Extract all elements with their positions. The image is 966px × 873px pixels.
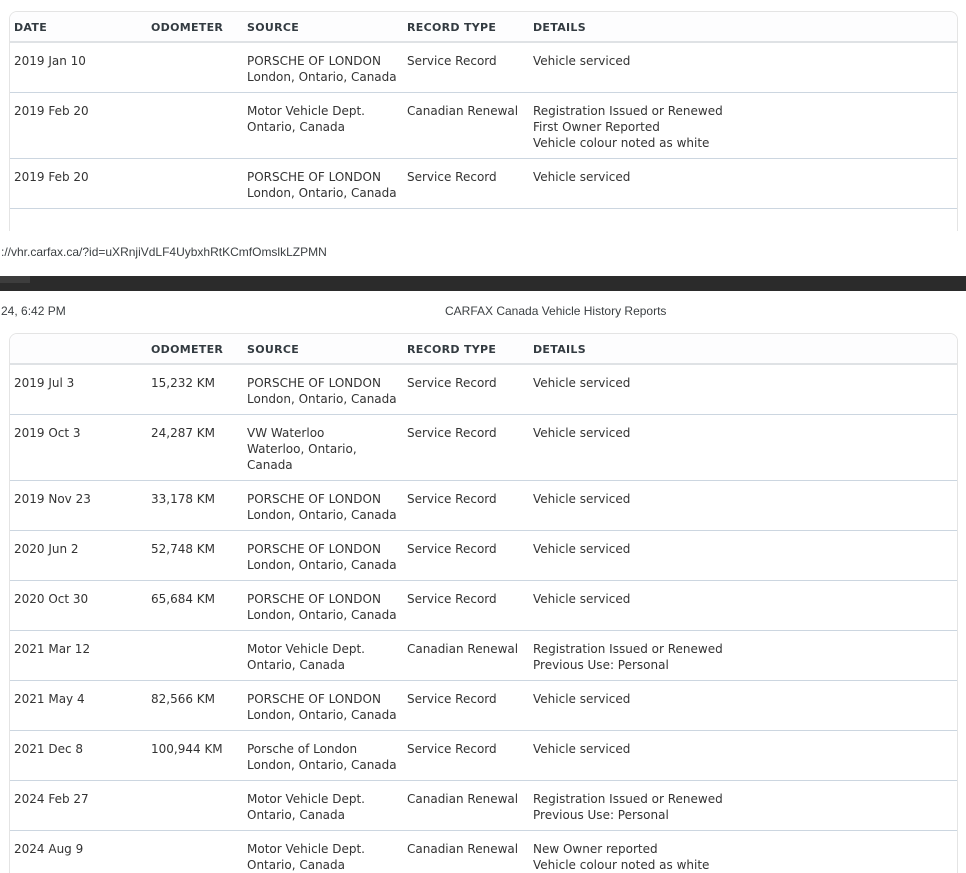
column-header-odometer: ODOMETER — [147, 12, 243, 42]
source-name: PORSCHE OF LONDON — [247, 492, 381, 506]
record-details — [529, 731, 957, 781]
table-row — [10, 781, 957, 831]
details-line: Registration Issued or Renewed — [533, 104, 723, 118]
record-source — [243, 731, 403, 781]
table-header-row — [10, 12, 957, 42]
record-date: 2021 May 4 — [10, 681, 147, 731]
table-row — [10, 731, 957, 781]
record-date: 2021 Dec 8 — [10, 731, 147, 781]
record-type: Service Record — [403, 159, 529, 209]
details-line: Previous Use: Personal — [533, 658, 669, 672]
record-details — [529, 681, 957, 731]
record-odometer: 52,748 KM — [147, 531, 243, 581]
page-cut-empty-row — [10, 209, 957, 231]
source-name: PORSCHE OF LONDON — [247, 542, 381, 556]
record-odometer: 100,944 KM — [147, 731, 243, 781]
vehicle-history-table-page-1 — [9, 11, 958, 231]
column-header-source: SOURCE — [243, 12, 403, 42]
source-location: London, Ontario, Canada — [247, 508, 397, 522]
record-date: 2019 Oct 3 — [10, 415, 147, 481]
table-row — [10, 415, 957, 481]
record-type: Service Record — [403, 531, 529, 581]
record-details — [529, 581, 957, 631]
table-row — [10, 364, 957, 415]
record-details — [529, 93, 957, 159]
record-type: Service Record — [407, 54, 497, 68]
source-name: PORSCHE OF LONDON — [247, 692, 381, 706]
record-odometer: 65,684 KM — [147, 581, 243, 631]
column-header-record-type: RECORD TYPE — [403, 12, 529, 42]
record-odometer: 33,178 KM — [147, 481, 243, 531]
record-type: Service Record — [407, 376, 497, 390]
record-type: Service Record — [403, 415, 529, 481]
record-details — [529, 781, 957, 831]
print-header-title: CARFAX Canada Vehicle History Reports — [445, 304, 667, 318]
details-line: Vehicle serviced — [533, 54, 631, 68]
record-type: Service Record — [403, 581, 529, 631]
record-type: Service Record — [403, 731, 529, 781]
source-name: Motor Vehicle Dept. — [247, 104, 365, 118]
source-name: PORSCHE OF LONDON — [247, 376, 381, 390]
source-location: Ontario, Canada — [247, 808, 346, 822]
record-source — [243, 364, 403, 415]
page-break-bar — [0, 276, 966, 291]
record-type: Canadian Renewal — [403, 831, 529, 873]
vehicle-history-table-page-2 — [9, 333, 958, 873]
table-row — [10, 631, 957, 681]
source-location: Ontario, Canada — [247, 120, 346, 134]
details-line: New Owner reported — [533, 842, 658, 856]
details-line: Vehicle serviced — [533, 492, 631, 506]
record-type: Service Record — [403, 481, 529, 531]
record-details — [529, 42, 957, 93]
record-date: 2020 Jun 2 — [10, 531, 147, 581]
record-details — [529, 531, 957, 581]
page-cut-space — [10, 209, 957, 231]
source-name: Porsche of London — [247, 742, 358, 756]
details-line: Previous Use: Personal — [533, 808, 669, 822]
record-details — [529, 364, 957, 415]
details-line: Registration Issued or Renewed — [533, 642, 723, 656]
record-source — [243, 581, 403, 631]
source-location: London, Ontario, Canada — [247, 608, 397, 622]
source-name: PORSCHE OF LONDON — [247, 54, 381, 68]
page-break-bar-corner — [0, 276, 30, 283]
details-line: Vehicle serviced — [533, 376, 631, 390]
record-odometer — [147, 93, 243, 159]
column-header-date — [10, 334, 147, 364]
record-odometer — [147, 631, 243, 681]
details-line: First Owner Reported — [533, 120, 660, 134]
source-name: Motor Vehicle Dept. — [247, 642, 365, 656]
record-date: 2021 Mar 12 — [10, 631, 147, 681]
table-row — [10, 93, 957, 159]
record-type: Canadian Renewal — [403, 631, 529, 681]
table-row — [10, 481, 957, 531]
table-row — [10, 159, 957, 209]
column-header-odometer: ODOMETER — [147, 334, 243, 364]
source-location: London, Ontario, Canada — [247, 558, 397, 572]
record-source — [243, 42, 403, 93]
print-footer-url: ://vhr.carfax.ca/?id=uXRnjiVdLF4UybxhRtKCmfOmslkLZPMN — [1, 245, 327, 259]
table-row — [10, 581, 957, 631]
records-table — [10, 334, 957, 873]
record-details — [529, 631, 957, 681]
details-line: Registration Issued or Renewed — [533, 792, 723, 806]
source-name: Motor Vehicle Dept. — [247, 792, 365, 806]
records-table — [10, 12, 957, 230]
column-header-details: DETAILS — [529, 12, 957, 42]
source-location: London, Ontario, Canada — [247, 758, 397, 772]
details-line: Vehicle colour noted as white — [533, 136, 710, 150]
record-type: Service Record — [403, 681, 529, 731]
record-odometer: 24,287 KM — [147, 415, 243, 481]
table-row — [10, 42, 957, 93]
source-location: London, Ontario, Canada — [247, 70, 397, 84]
record-date: 2024 Aug 9 — [10, 831, 147, 873]
record-details — [529, 481, 957, 531]
source-location: Ontario, Canada — [247, 858, 346, 872]
record-date: 2024 Feb 27 — [10, 781, 147, 831]
record-source — [243, 631, 403, 681]
table-header-row — [10, 334, 957, 364]
record-odometer: 15,232 KM — [151, 376, 216, 390]
column-header-details: DETAILS — [529, 334, 957, 364]
table-row — [10, 531, 957, 581]
column-header-date: DATE — [10, 12, 147, 42]
record-date: 2019 Jul 3 — [14, 376, 75, 390]
record-odometer — [147, 42, 243, 93]
source-name: PORSCHE OF LONDON — [247, 592, 381, 606]
record-source — [243, 681, 403, 731]
source-name: PORSCHE OF LONDON — [247, 170, 381, 184]
source-location: Ontario, Canada — [247, 658, 346, 672]
record-date: 2020 Oct 30 — [10, 581, 147, 631]
details-line: Vehicle serviced — [533, 692, 631, 706]
source-location: London, Ontario, Canada — [247, 186, 397, 200]
details-line: Vehicle serviced — [533, 742, 631, 756]
details-line: Vehicle serviced — [533, 426, 631, 440]
record-source — [243, 415, 403, 481]
source-name: Motor Vehicle Dept. — [247, 842, 365, 856]
record-date: 2019 Feb 20 — [10, 93, 147, 159]
table-row — [10, 681, 957, 731]
source-location: London, Ontario, Canada — [247, 708, 397, 722]
record-date: 2019 Jan 10 — [14, 54, 86, 68]
record-details — [529, 159, 957, 209]
record-type: Canadian Renewal — [403, 781, 529, 831]
record-odometer — [147, 831, 243, 873]
print-header-timestamp: 24, 6:42 PM — [1, 304, 66, 318]
record-odometer — [147, 781, 243, 831]
details-line: Vehicle serviced — [533, 170, 631, 184]
record-odometer — [147, 159, 243, 209]
record-type: Canadian Renewal — [403, 93, 529, 159]
details-line: Vehicle serviced — [533, 542, 631, 556]
column-header-record-type: RECORD TYPE — [403, 334, 529, 364]
record-source — [243, 831, 403, 873]
record-source — [243, 531, 403, 581]
record-details — [529, 831, 957, 873]
record-odometer: 82,566 KM — [147, 681, 243, 731]
column-header-source: SOURCE — [243, 334, 403, 364]
details-line: Vehicle colour noted as white — [533, 858, 710, 872]
details-line: Vehicle serviced — [533, 592, 631, 606]
source-location: Waterloo, Ontario, Canada — [247, 442, 357, 472]
source-name: VW Waterloo — [247, 426, 325, 440]
record-date: 2019 Feb 20 — [10, 159, 147, 209]
source-location: London, Ontario, Canada — [247, 392, 397, 406]
record-source — [243, 481, 403, 531]
record-source — [243, 93, 403, 159]
record-source — [243, 159, 403, 209]
record-source — [243, 781, 403, 831]
record-details — [529, 415, 957, 481]
record-date: 2019 Nov 23 — [10, 481, 147, 531]
table-row — [10, 831, 957, 873]
